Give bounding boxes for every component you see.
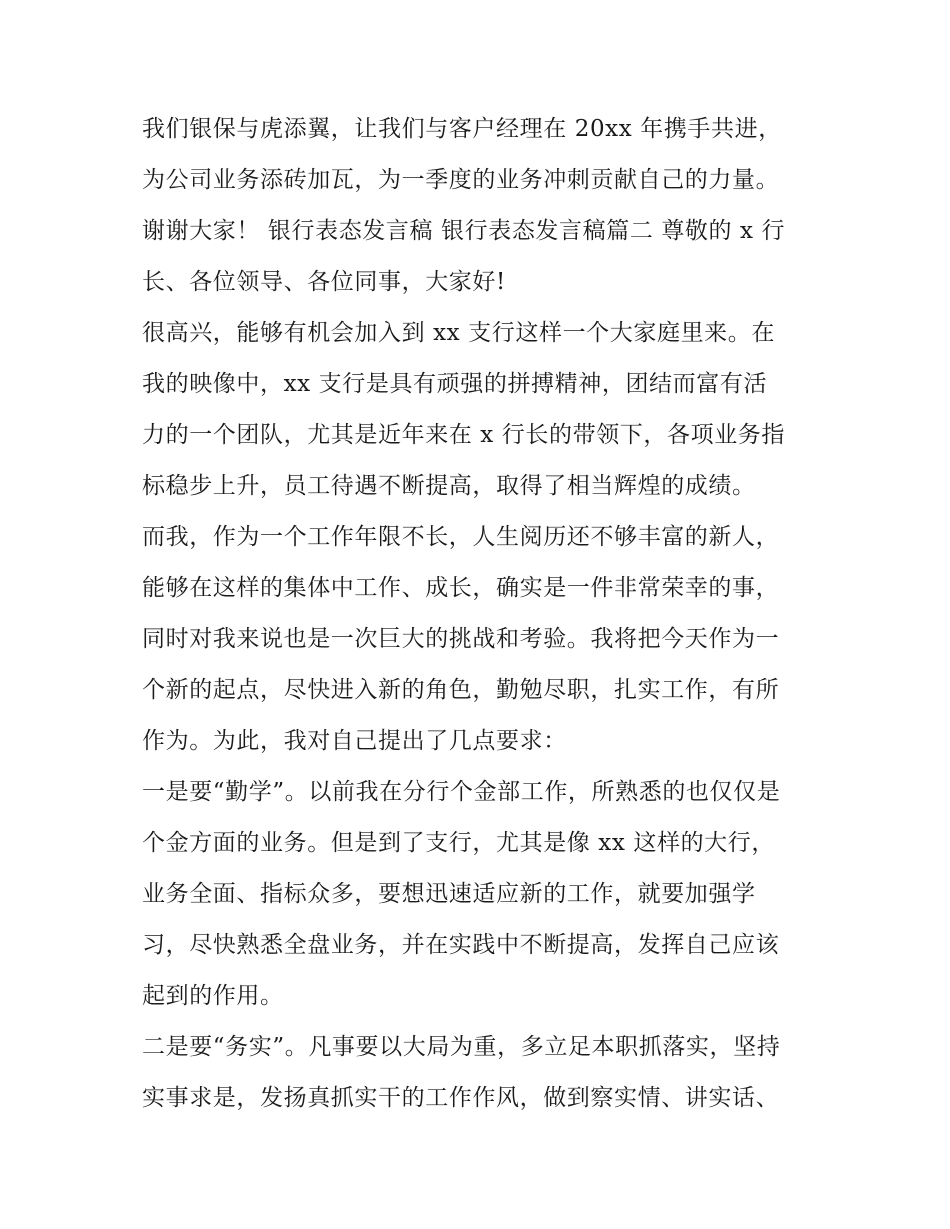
- text-line: 一是要“勤学”。以前我在分行个金部工作，所熟悉的也仅仅是: [142, 779, 781, 805]
- text-line: 为公司业务添砖加瓦，为一季度的业务冲刺贡献自己的力量。: [142, 167, 780, 193]
- text-line: 能够在这样的集体中工作、成长，确实是一件非常荣幸的事，: [142, 575, 780, 601]
- text-line: 实事求是，发扬真抓实干的工作作风，做到察实情、讲实话、: [142, 1085, 780, 1111]
- text-line: 谢谢大家！ 银行表态发言稿 银行表态发言稿篇二 尊敬的 x 行: [142, 218, 786, 244]
- text-line: 习，尽快熟悉全盘业务，并在实践中不断提高，发挥自己应该: [142, 932, 780, 958]
- text-line: 我的映像中，xx 支行是具有顽强的拼搏精神，团结而富有活: [142, 371, 768, 397]
- text-line: 力的一个团队，尤其是近年来在 x 行长的带领下，各项业务指: [142, 422, 785, 448]
- text-line: 业务全面、指标众多，要想迅速适应新的工作，就要加强学: [142, 881, 756, 907]
- text-line: 标稳步上升，员工待遇不断提高，取得了相当辉煌的成绩。: [142, 473, 756, 499]
- text-line: 二是要“务实”。凡事要以大局为重，多立足本职抓落实，坚持: [142, 1034, 781, 1060]
- text-line: 个金方面的业务。但是到了支行，尤其是像 xx 这样的大行，: [142, 830, 775, 856]
- text-line: 同时对我来说也是一次巨大的挑战和考验。我将把今天作为一: [142, 626, 780, 652]
- text-line: 作为。为此，我对自己提出了几点要求：: [142, 728, 567, 754]
- text-line: 很高兴，能够有机会加入到 xx 支行这样一个大家庭里来。在: [142, 320, 775, 346]
- document-body: [142, 104, 822, 1124]
- text-line: 起到的作用。: [142, 983, 284, 1009]
- text-line: 而我，作为一个工作年限不长，人生阅历还不够丰富的新人，: [142, 524, 780, 550]
- text-line: 长、各位领导、各位同事，大家好!: [142, 269, 506, 295]
- text-line: 个新的起点，尽快进入新的角色，勤勉尽职，扎实工作，有所: [142, 677, 780, 703]
- text-line: 我们银保与虎添翼，让我们与客户经理在 20xx 年携手共进，: [142, 116, 782, 142]
